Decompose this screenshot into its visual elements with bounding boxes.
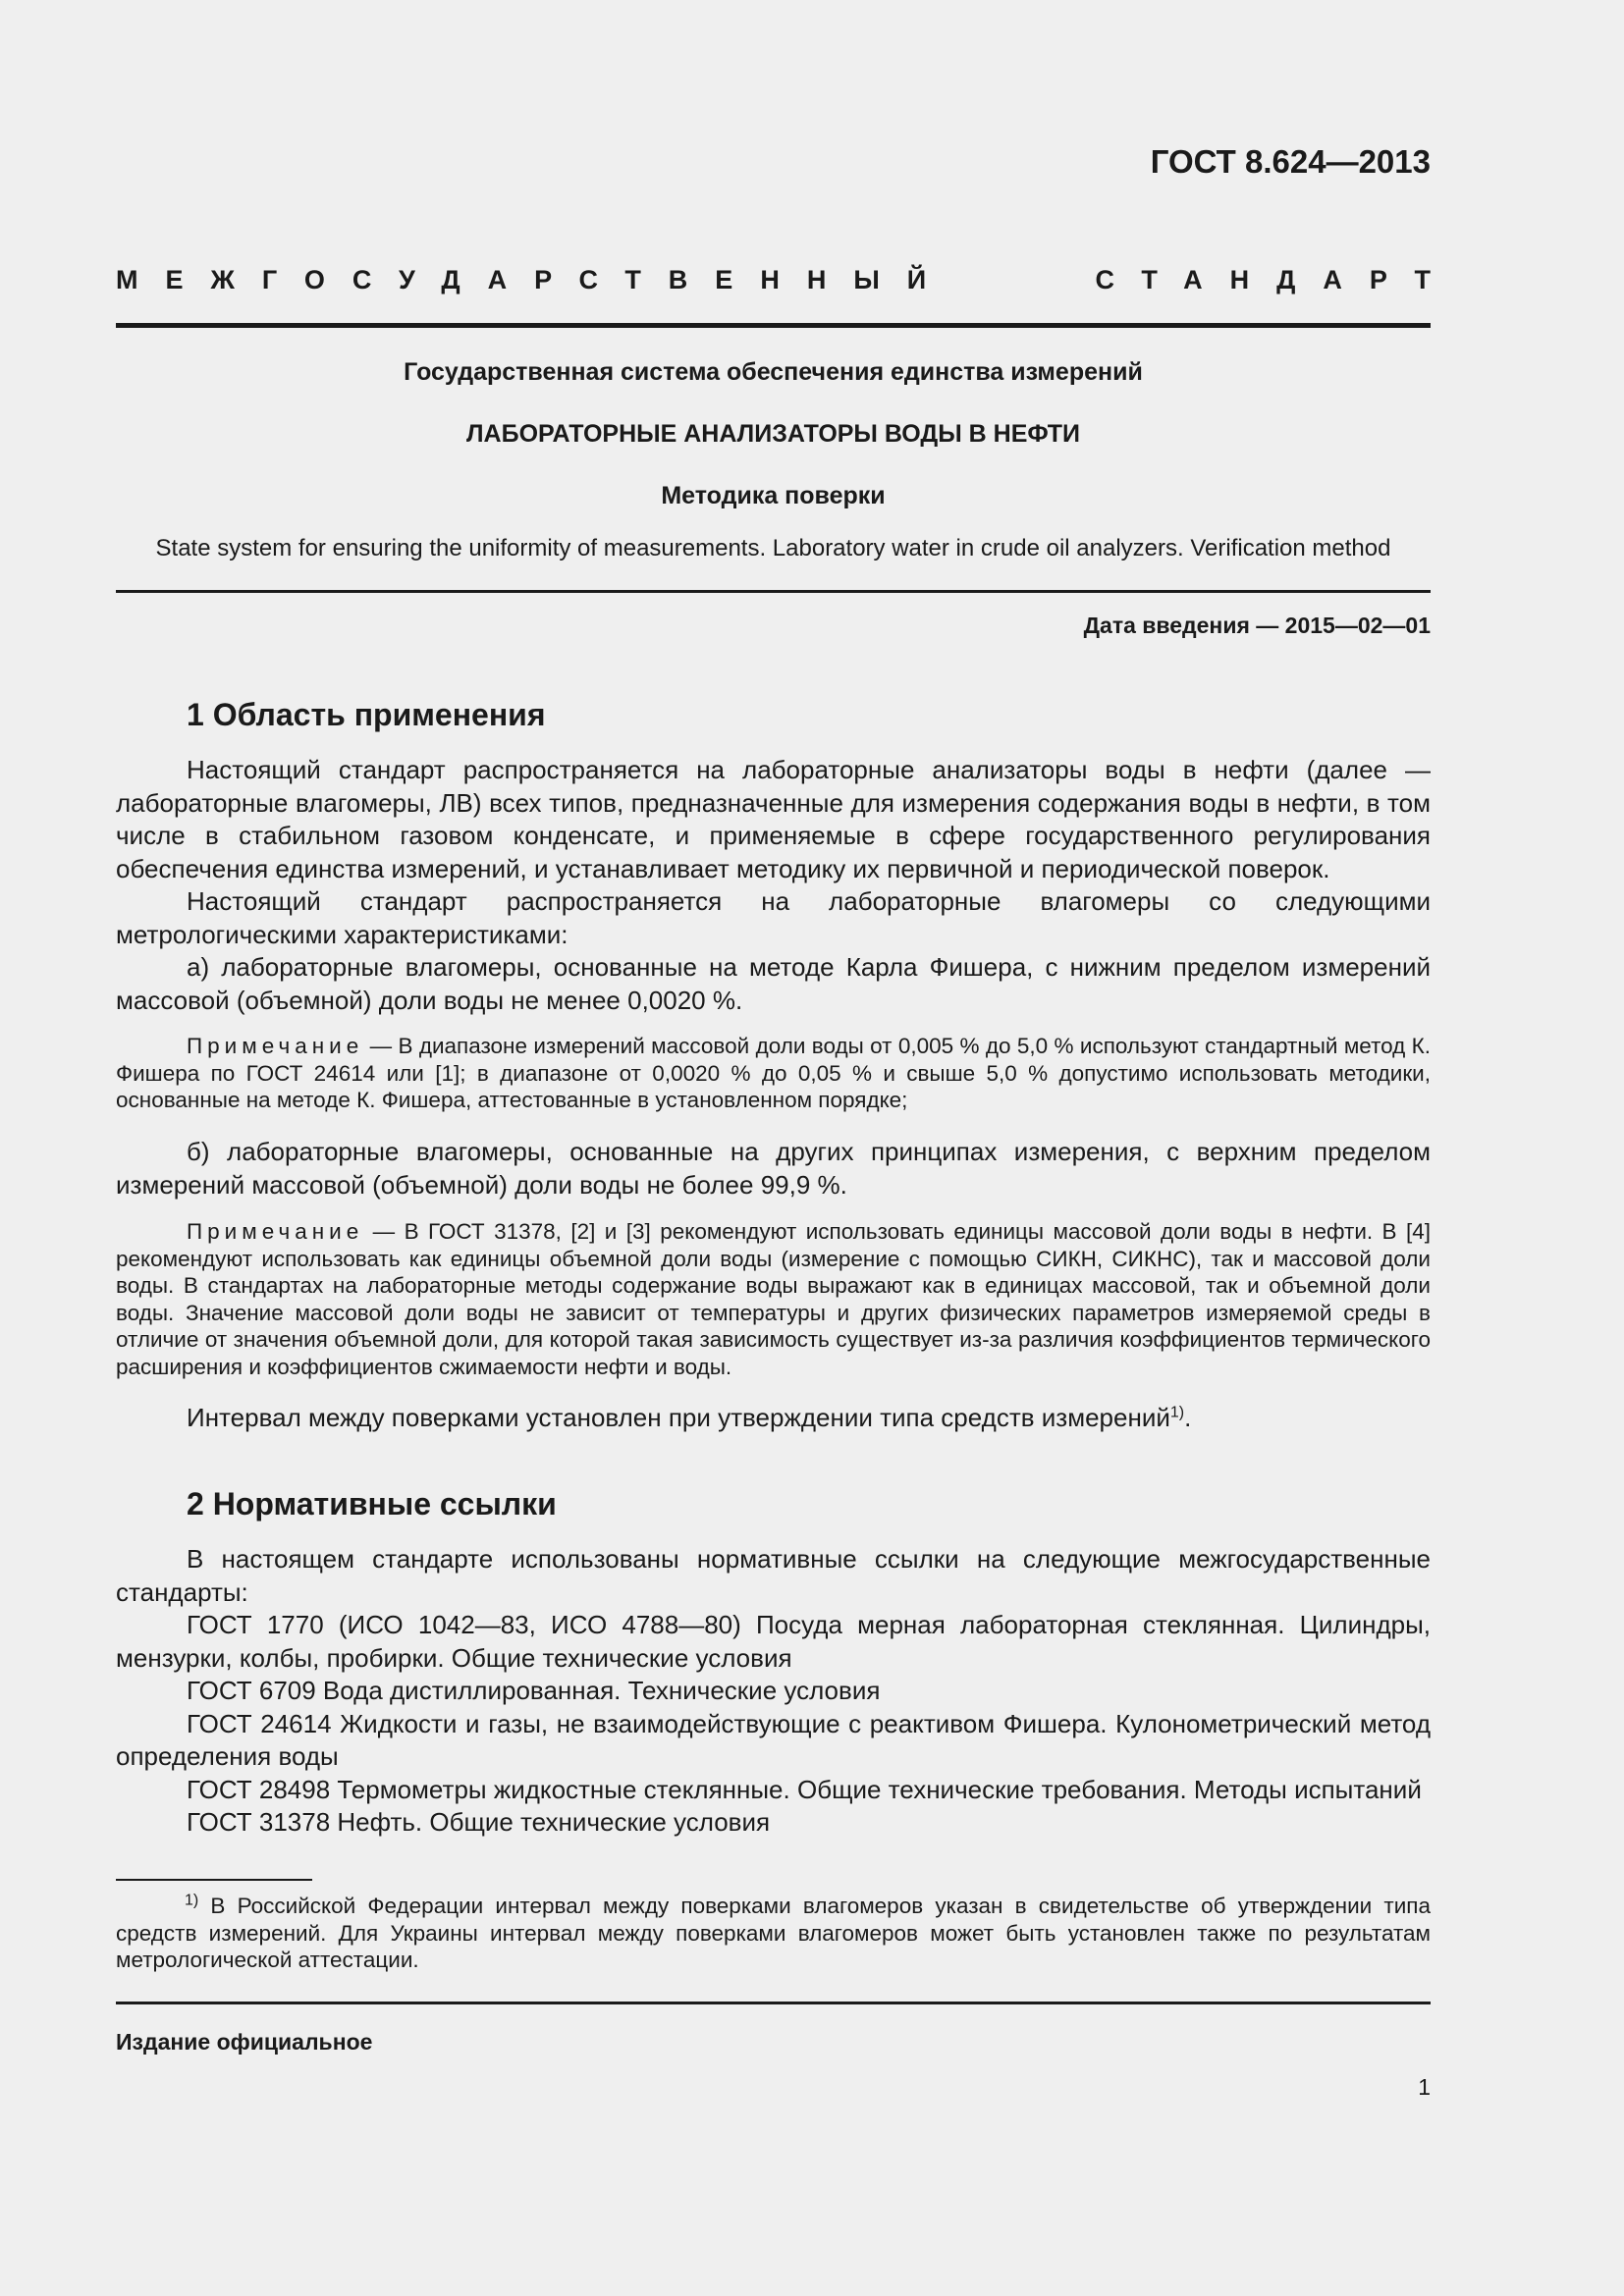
note-2-text: — В ГОСТ 31378, [2] и [3] рекомендуют использовать единицы массовой доли воды в нефти. В [4] рекомендуют использовать как единицы объемной доли воды (измерение с помощью СИКН, СИКНС), так и массовой доли воды. В стандартах на лабораторные методы содержание воды выражают как в единицах массовой, так и объемной доли воды. Значение массовой доли воды не зависит от температуры и других физических параметров измеряемой среды в отличие от значения объемной доли, для которой такая зависимость существует из-за различия коэффициентов термического расширения и коэффициентов сжимаемости нефти и воды. [116,1219,1431,1379]
doc-number: ГОСТ 8.624—2013 [1150,143,1431,180]
section-1-item-a: а) лабораторные влагомеры, основанные на методе Карла Фишера, с нижним пределом измерений массовой (объемной) доли воды не менее 0,0020 %. [116,952,1431,1015]
verification-interval-text: Интервал между поверками установлен при утверждении типа средств измерений [187,1403,1170,1432]
normative-reference: ГОСТ 31378 Нефть. Общие технические условия [187,1807,771,1837]
standard-type-header [116,263,1458,296]
header-rule [116,323,1431,328]
footnote-ref: 1) [1169,1404,1185,1421]
normative-reference: ГОСТ 28498 Термометры жидкостные стеклянные. Общие технические требования. Методы испытаний [187,1774,1422,1804]
system-title: Государственная система обеспечения единства измерений [404,358,1143,386]
section-2-paragraphs [116,1543,1431,1840]
standard-type-word-2: СТАНДАРТ [1095,265,1458,294]
footnote-marker: 1) [185,1892,199,1909]
footnote-rule [116,1879,312,1881]
introduction-date: Дата введения — 2015—02—01 [1083,613,1431,638]
sub-title: Методика поверки [661,482,886,509]
english-title: State system for ensuring the uniformity of measurements. Laboratory water in crude oil analyzers. Verification method [155,535,1391,561]
footnote-text: В Российской Федерации интервал между поверками влагомеров указан в свидетельстве об утверждении типа средств измерений. Для Украины интервал между поверками влагомеров может быть установлен также по результатам метрологической аттестации. [116,1894,1431,1972]
section-1-item-b-block [116,1136,1431,1201]
verification-interval-end: . [1184,1403,1192,1432]
section-1-title: 1 Область применения [187,697,546,732]
note-2 [116,1218,1431,1380]
section-1-item-b: б) лабораторные влагомеры, основанные на других принципах измерения, с верхним пределом измерений массовой (объемной) доли воды не более 99,9 %. [116,1137,1431,1200]
note-1-label: Примечание [187,1034,364,1058]
main-title: ЛАБОРАТОРНЫЕ АНАЛИЗАТОРЫ ВОДЫ В НЕФТИ [466,420,1080,448]
section-2-title: 2 Нормативные ссылки [187,1486,557,1522]
footer-rule [116,2002,1431,2004]
title-rule [116,590,1431,593]
note-1 [116,1033,1431,1114]
note-1-text: — В диапазоне измерений массовой доли воды от 0,005 % до 5,0 % используют стандартный метод К. Фишера по ГОСТ 24614 или [1]; в диапазоне от 0,0020 % до 0,05 % и свыше 5,0 % допустимо использовать методики, основанные на методе К. Фишера, аттестованные в установленном порядке; [116,1034,1431,1112]
verification-interval-paragraph [116,1402,1431,1435]
section-1-paragraph-2: Настоящий стандарт распространяется на лабораторные влагомеры со следующими метрологическими характеристиками: [116,886,1431,949]
section-1-paragraph-1: Настоящий стандарт распространяется на лабораторные анализаторы воды в нефти (далее — лабораторные влагомеры, ЛВ) всех типов, предназначенные для измерения содержания воды в нефти, в том числе в стабильном газовом конденсате, и применяемые в сфере государственного регулирования обеспечения единства измерений, и устанавливает методику их первичной и периодической поверок. [116,755,1431,883]
note-2-label: Примечание [187,1219,364,1244]
footnote [116,1893,1431,1974]
normative-reference: ГОСТ 1770 (ИСО 1042—83, ИСО 4788—80) Посуда мерная лабораторная стеклянная. Цилиндры, мензурки, колбы, пробирки. Общие технические условия [116,1610,1431,1673]
normative-reference: ГОСТ 24614 Жидкости и газы, не взаимодействующие с реактивом Фишера. Кулонометрический метод определения воды [116,1708,1431,1771]
page-number: 1 [1418,2074,1431,2100]
section-1-paragraphs [116,754,1431,1017]
normative-reference: ГОСТ 6709 Вода дистиллированная. Технические условия [187,1676,881,1705]
official-edition-label: Издание официальное [116,2029,373,2055]
verification-interval-block [116,1402,1431,1435]
section-2-paragraph-1: В настоящем стандарте использованы нормативные ссылки на следующие межгосударственные стандарты: [116,1544,1431,1607]
standard-type-word-1: МЕЖГОСУДАРСТВЕННЫЙ [116,265,954,294]
